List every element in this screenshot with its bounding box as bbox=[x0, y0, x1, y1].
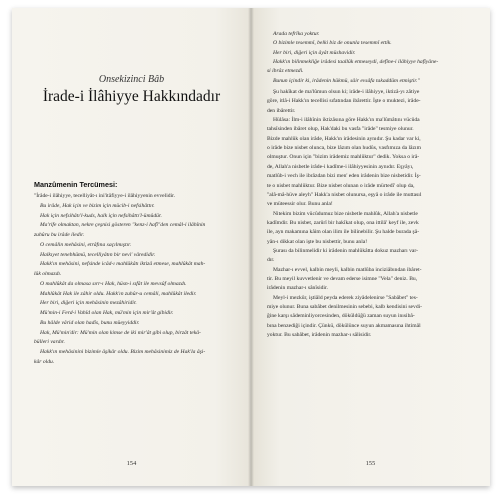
text-line: irâdenin mazhar-ı sânîsidir. bbox=[267, 285, 328, 292]
text-line: Hakk'ın bilinmekliğe irâdesi taallûk etmeseydi, defîne-i ilâhiyye hafîyâne- bbox=[273, 59, 439, 66]
text-line: lûk olmazdı. bbox=[34, 271, 62, 277]
text-line: olmuştur. Onun için "bizim irâdemiz mahlûktur" dedik. Yoksa o irâ- bbox=[267, 154, 420, 161]
text-line: Hak için nefsihâtı'l-kuds, halk için nefsihâttı'l-ümûdür. bbox=[40, 212, 162, 219]
left-page-text bbox=[34, 192, 234, 368]
right-page-text bbox=[267, 30, 481, 340]
text-line: Mahlûkât Hak ile zâhir oldu. Hakk'ın zuhûr-u cemâli, mahlûkât iledir. bbox=[40, 290, 197, 297]
text-line: miye olunur. Buna sabâbet denilmesinin sebebi, kalb kendisini sevdi- bbox=[267, 303, 423, 310]
text-line: Bu irâde, Hak için ve bizim için mücib-i nefsihâttır. bbox=[40, 202, 155, 209]
text-line: ile, ayn makamına kâim olan ilim ile bilinebilir. Şu halde burada şâ- bbox=[267, 229, 420, 236]
text-line: Nitekim bizim vücûdumuz bize nisbetle mahlûk, Allah'a nisbetle bbox=[273, 210, 418, 217]
text-line: tahsîsinden ibâret olup, Hak'daki bu vasfa "irâde" tesmiye olunur. bbox=[267, 126, 414, 133]
text-line: Şurası da bilinmelidir ki irâdenin mahlûkâtta dokuz mazharı var- bbox=[273, 247, 418, 254]
chapter-title: İrade-i İlâhiyye Hakkındadır bbox=[42, 88, 221, 105]
text-line: "alâ-mâ-hüve aleyh" Hakk'a nisbet olunursa, eşyâ o irâde ile muttasıl bbox=[267, 191, 422, 198]
text-line: yân-ı dikkat olan işte bu nisbettir, bunu anla! bbox=[267, 238, 368, 245]
left-page bbox=[12, 8, 251, 486]
text-line: ve müteessir olur. Bunu anla! bbox=[267, 201, 333, 208]
text-line: Şu hakîkat de ma'lûmun olsun ki; irâde-i ilâhiyye, iktizâ-yı zâtiye bbox=[273, 89, 420, 96]
text-line: Halkıyet tenebhümü, tecelliyâtın bir nevi' vâredidir. bbox=[40, 251, 156, 258]
text-line: kâr oldu. bbox=[34, 358, 55, 365]
text-line: Bizde mahlûk olan irâde, Hakk'ın irâdesinin aynıdır. Şu kadar var ki, bbox=[267, 135, 421, 142]
text-line: O cemâlin mehâsini, etrâfına saçılmıştır. bbox=[40, 241, 132, 248]
text-line: Bunun içindir ki, irâdenin hükmü, sâir evsâfa takaddüm etmiştir." bbox=[273, 77, 420, 84]
text-line: bülleri vardır. bbox=[34, 339, 65, 346]
text-line: Hülâsa: İlm-i ilâhînin iktizâsına göre Hakk'ın ma'lûmâtını vücûda bbox=[273, 117, 420, 124]
text-line: yoktur. Bu sabâbet, irâdenin mazhar-ı sâlisidir. bbox=[267, 332, 372, 338]
text-line: zuhûru bu irâde iledir. bbox=[34, 232, 85, 238]
text-line: ğine karşı sâdeminliyorcesinden, döküldüğü zaman suyun inısibâ- bbox=[267, 313, 415, 320]
text-line: Mazhar-ı evvel, kalbin meyli, kalbin matlûba inciziâbından ibâret- bbox=[273, 266, 422, 273]
right-page-number: 155 bbox=[365, 460, 376, 467]
text-line: göre, itlâ-i Hakk'ın tecellisi sıfatından ibârettir. İşte o muktezi, irâde- bbox=[267, 98, 421, 105]
right-page bbox=[251, 8, 490, 486]
text-line: matlûb-i vech ile ibrâzdan bizi men' eden irâdenin bize nisbetidir. İş- bbox=[267, 173, 421, 180]
chapter-subtitle: Onsekizinci Bâb bbox=[98, 74, 165, 85]
text-line: Bu hâlde vârid olan hadîs, bunu müeyyiddir. bbox=[40, 319, 140, 326]
open-book bbox=[12, 8, 490, 486]
text-line: Ma'rife olmaktan, nekre çeşnisi gösteren "kenz-i hafî"den cemâl-i ilâhînin bbox=[40, 222, 206, 229]
text-line: den ibârettir. bbox=[267, 107, 296, 114]
section-heading: Manzûmenin Tercümesi: bbox=[34, 180, 118, 189]
text-line: O bizimle tesemmî, belki biz de onunla tesemmî ettik. bbox=[273, 40, 392, 47]
text-line: dır. bbox=[267, 257, 275, 264]
text-line: kadîmdir. Bu nisbet, zarûrî bir hakîkat olup, ona ittilâ' keyf ile, zevk bbox=[267, 219, 419, 226]
text-line: bına benzediği içindir. Çünkü, dökülünce suyun akmamasına ihtimâl bbox=[267, 322, 421, 329]
text-line: Hak, Mü'min'dir: Mü'min olan kimse de iki mir'ât gibi olup, birzât tekâ- bbox=[40, 329, 201, 336]
text-line: O mahlûkât da olmasa sırr-ı Hak, hüsn-i sıfât ile mevsûf olmazdı. bbox=[40, 280, 187, 287]
text-line: Hakk'ın mehâsini, nefsinde icâd-ı mahlûkâtı iktizâ etmese, mahlûkât mah- bbox=[40, 261, 206, 268]
text-line: tir. Bu meyil kuvvetlenir ve devam ederse isimne "Vela" deniz. Bu, bbox=[267, 275, 418, 282]
text-line: o irâde bize nisbet olunca, bize lâzım olan hudûs, vasfımıza da lâzım bbox=[267, 145, 421, 152]
text-line: de, Allah'a nisbetle irâde-i kadîme-i ilâhiyyesinin aynıdır. Eşyâyı, bbox=[267, 163, 414, 170]
text-line: Her biri, diğeri için mehâsinin mezâhiridir. bbox=[40, 300, 137, 307]
left-page-number: 154 bbox=[126, 460, 137, 467]
text-line: te o nisbet mahlûktur. Bize nisbet olunan o irâde mürtedî' olup da, bbox=[267, 182, 415, 189]
text-line: Mü'min-i Ferd-i Vahîd olan Hak, mü'min için mir'ât gibidir. bbox=[40, 310, 174, 316]
text-line: "İrâde-i ilâhiyye, tecelliyât-ı ini'itâfiyye-i ilâhiyyenin evvelidir. bbox=[34, 193, 176, 199]
text-line: Hakk'ın mehâsinini bizimle âşikâr oldu. Bizim mehâsinimiz de Hak'la âşi- bbox=[40, 349, 206, 355]
text-line: Meyl-i mezkûr, iştiâld peyda ederek ziyâdelenirse "Sabâbet" tes- bbox=[273, 294, 418, 301]
text-line: si ibrâz etmezdi. bbox=[267, 68, 304, 75]
text-line: Her biri, diğeri için âyât müshavidir. bbox=[273, 49, 356, 56]
book-gutter bbox=[248, 8, 254, 486]
text-line: Arada tefrîka yoktur. bbox=[273, 31, 320, 37]
